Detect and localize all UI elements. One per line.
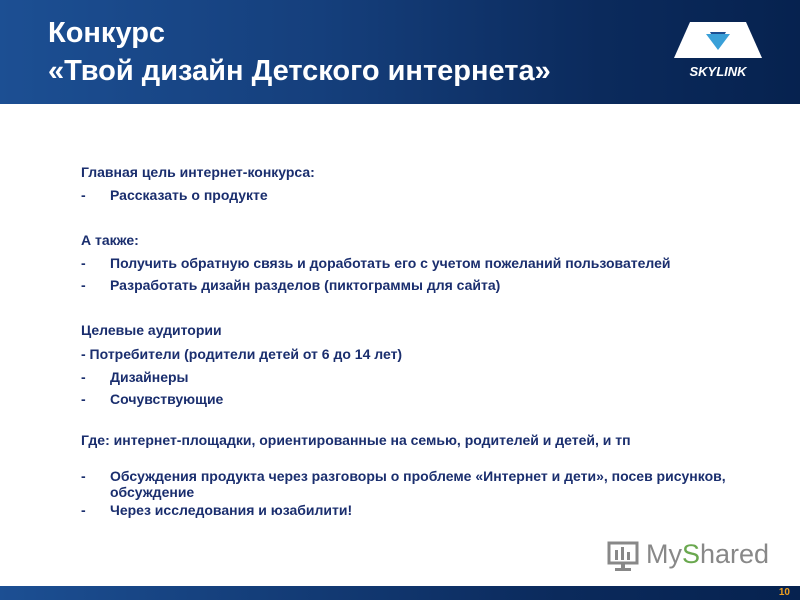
watermark-suffix: hared <box>700 539 770 569</box>
watermark <box>606 535 770 575</box>
bullet-dash: - <box>81 369 86 385</box>
audience-item-2: Сочувствующие <box>110 391 224 407</box>
goal-item-1: Рассказать о продукте <box>110 187 268 203</box>
audience-heading: Целевые аудитории <box>81 322 222 338</box>
audience-first-item: - Потребители (родители детей от 6 до 14 лет) <box>81 346 403 362</box>
watermark-text <box>646 536 769 572</box>
also-item-1: Получить обратную связь и доработать его с учетом пожеланий пользователей <box>110 255 671 271</box>
skylink-logo <box>668 14 768 84</box>
bullet-dash: - <box>81 255 86 271</box>
where-item-2: Через исследования и юзабилити! <box>110 502 353 518</box>
title-line-2: «Твой дизайн Детского интернета» <box>48 55 551 87</box>
bullet-dash: - <box>81 277 86 293</box>
goal-heading: Главная цель интернет-конкурса: <box>81 164 315 180</box>
also-heading: А также: <box>81 232 139 248</box>
also-item-2: Разработать дизайн разделов (пиктограммы для сайта) <box>110 277 501 293</box>
page-title <box>48 14 551 90</box>
footer-bar <box>0 586 800 600</box>
watermark-highlight: S <box>682 539 701 569</box>
myshared-icon <box>606 538 642 574</box>
audience-item-1: Дизайнеры <box>110 369 189 385</box>
bullet-dash: - <box>81 187 86 203</box>
header-bar <box>0 0 800 104</box>
bullet-dash: - <box>81 391 86 407</box>
title-line-1: Конкурс <box>48 17 166 49</box>
page-number: 10 <box>778 587 790 598</box>
where-heading: Где: интернет-площадки, ориентированные на семью, родителей и детей, и тп <box>81 432 631 448</box>
bullet-dash: - <box>81 502 86 518</box>
skylink-logo-icon <box>668 14 768 84</box>
bullet-dash: - <box>81 468 86 484</box>
watermark-prefix: My <box>646 539 682 569</box>
logo-text: SKYLINK <box>689 64 747 79</box>
where-item-1: Обсуждения продукта через разговоры о проблеме «Интернет и дети», посев рисунков, обсуждение <box>110 468 726 500</box>
